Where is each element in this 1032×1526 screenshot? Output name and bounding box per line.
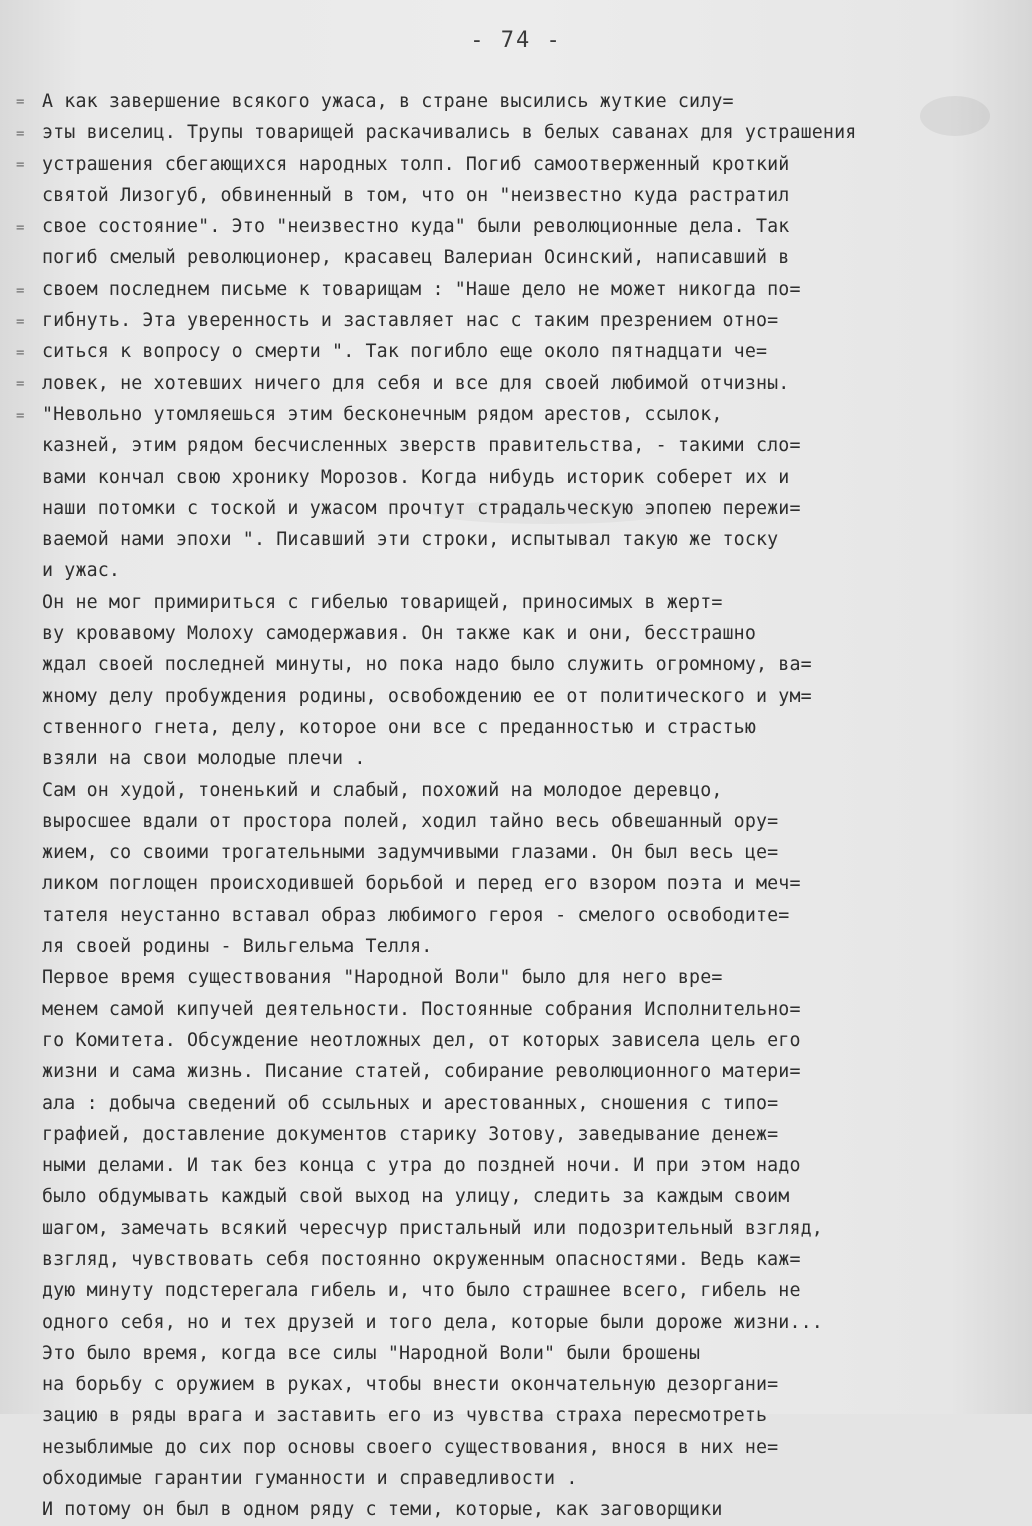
text-line: святой Лизогуб, обвиненный в том, что он "неизвестно куда растратил — [42, 184, 790, 206]
text-line: выросшее вдали от простора полей, ходил тайно весь обвешанный ору= — [42, 810, 779, 832]
text-line: ликом поглощен происходившей борьбой и перед его взором поэта и меч= — [42, 873, 801, 895]
margin-mark: = — [16, 126, 24, 142]
text-line: взяли на свои молодые плечи . — [42, 748, 366, 770]
text-line: ву кровавому Молоху самодержавия. Он также как и они, бесстрашно — [42, 623, 756, 645]
margin-mark: = — [16, 220, 24, 236]
text-line: ля своей родины - Вильгельма Телля. — [42, 936, 433, 958]
text-line: жизни и сама жизнь. Писание статей, собирание революционного матери= — [42, 1061, 801, 1083]
margin-mark: = — [16, 157, 24, 173]
text-line: ными делами. И так без конца с утра до поздней ночи. И при этом надо — [42, 1155, 801, 1177]
text-line: И потому он был в одном ряду с теми, которые, как заговорщики — [42, 1499, 723, 1521]
text-line: эты виселиц. Трупы товарищей раскачивались в белых саванах для устрашения — [42, 122, 857, 144]
text-line: было обдумывать каждый свой выход на улицу, следить за каждым своим — [42, 1186, 790, 1208]
text-line: ала : добыча сведений об ссыльных и арестованных, сношения с типо= — [42, 1092, 779, 1114]
text-line: незыблимые до сих пор основы своего существования, внося в них не= — [42, 1436, 779, 1458]
text-line: ситься к вопросу о смерти ". Так погибло еще около пятнадцати че= — [42, 341, 768, 363]
margin-mark: = — [16, 283, 24, 299]
page-number: - 74 - — [470, 28, 562, 53]
text-line: взгляд, чувствовать себя постоянно окруженным опасностями. Ведь каж= — [42, 1248, 801, 1270]
text-line: Он не мог примириться с гибелью товарищей, приносимых в жерт= — [42, 591, 723, 613]
text-line: графией, доставление документов старику Зотову, заведывание денеж= — [42, 1123, 779, 1145]
text-line: свое состояние". Это "неизвестно куда" были революционные дела. Так — [42, 216, 790, 238]
text-line: "Невольно утомляешься этим бесконечным рядом арестов, ссылок, — [42, 403, 723, 425]
margin-mark: = — [16, 314, 24, 330]
text-line: Первое время существования "Народной Воли" было для него вре= — [42, 967, 723, 989]
text-line: на борьбу с оружием в руках, чтобы внести окончательную дезоргани= — [42, 1374, 779, 1396]
margin-mark: = — [16, 376, 24, 392]
text-line: шагом, замечать всякий чересчур пристальный или подозрительный взгляд, — [42, 1217, 823, 1239]
text-line: А как завершение всякого ужаса, в стране высились жуткие силу= — [42, 91, 734, 112]
text-line: зацию в ряды врага и заставить его из чувства страха пересмотреть — [42, 1405, 768, 1427]
text-line: и ужас. — [42, 560, 121, 582]
text-line: менем самой кипучей деятельности. Постоянные собрания Исполнительно= — [42, 998, 801, 1020]
text-line: погиб смелый революционер, красавец Валериан Осинский, написавший в — [42, 247, 790, 269]
text-line: своем последнем письме к товарищам : "Наше дело не может никогда по= — [42, 278, 801, 300]
text-line: ждал своей последней минуты, но пока надо было служить огромному, ва= — [42, 654, 812, 676]
text-line: го Комитета. Обсуждение неотложных дел, от которых зависела цель его — [42, 1029, 801, 1051]
text-line: дую минуту подстерегала гибель и, что было страшнее всего, гибель не — [42, 1280, 801, 1302]
text-line: казней, этим рядом бесчисленных зверств правительства, - такими сло= — [42, 435, 801, 457]
body-text — [42, 86, 977, 1526]
text-line: Сам он худой, тоненький и слабый, похожий на молодое деревцо, — [42, 779, 723, 801]
text-line: Это было время, когда все силы "Народной Воли" были брошены — [42, 1342, 701, 1364]
text-line: гибнуть. Эта уверенность и заставляет нас с таким презрением отно= — [42, 310, 779, 332]
text-line: жием, со своими трогательными задумчивыми глазами. Он был весь це= — [42, 842, 779, 864]
text-line: тателя неустанно вставал образ любимого героя - смелого освободите= — [42, 904, 790, 926]
text-line: вами кончал свою хронику Морозов. Когда нибудь историк соберет их и — [42, 466, 790, 488]
text-line: жному делу пробуждения родины, освобождению ее от политического и ум= — [42, 685, 812, 707]
margin-mark: = — [16, 345, 24, 361]
margin-mark: = — [16, 94, 24, 110]
text-line: одного себя, но и тех друзей и того дела, которые были дороже жизни... — [42, 1311, 823, 1333]
text-line: ственного гнета, делу, которое они все с преданностью и страстью — [42, 716, 756, 738]
margin-mark: = — [16, 408, 24, 424]
text-line: обходимые гарантии гуманности и справедливости . — [42, 1468, 578, 1490]
text-line: ваемой нами эпохи ". Писавший эти строки, испытывал такую же тоску — [42, 529, 779, 551]
text-line: наши потомки с тоской и ужасом прочтут страдальческую эпопею пережи= — [42, 497, 801, 519]
text-line: устрашения сбегающихся народных толп. Погиб самоотверженный кроткий — [42, 153, 790, 175]
text-line: ловек, не хотевших ничего для себя и все для своей любимой отчизны. — [42, 372, 790, 394]
